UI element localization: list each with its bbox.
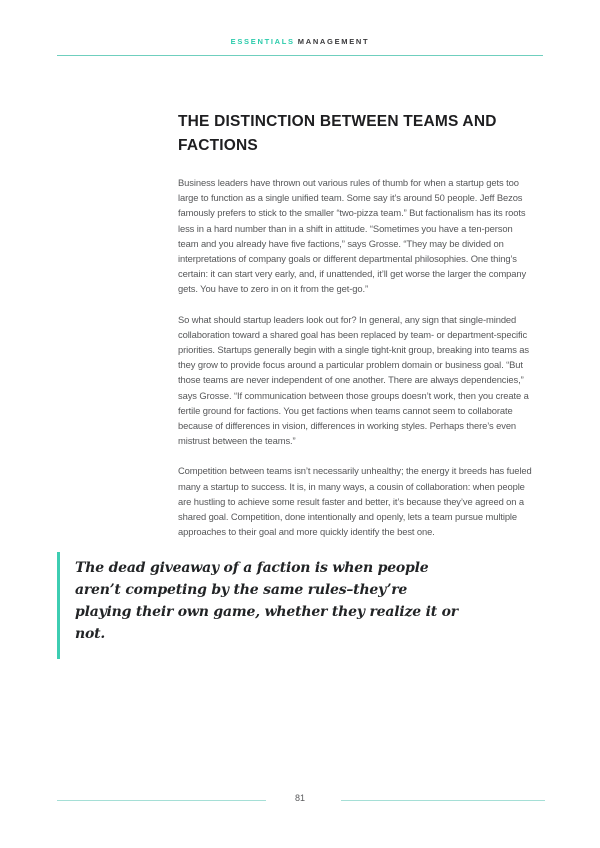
section-label: MANAGEMENT [297, 37, 370, 46]
body-paragraph-1: Business leaders have thrown out various rules of thumb for when a startup gets too large to function as a single unified team. Some say it’s around 50 people. Jeff Bezos famously prefers to stick to the smaller “two-pizza team.” But factionalism has its roots less in a hard number than in a shift in attitude. “Sometimes you have a ten-person team and you already have five factions,” says Grosse. “They may be divided on interpretations of company goals or different departmental philosophies. One thing’s certain: it can start very early, and, if unattended, it’ll get worse the larger the company gets. You have to zero in on it from the get-go.” [178, 177, 527, 295]
body-paragraph-3: Competition between teams isn’t necessarily unhealthy; the energy it breeds has fueled many a startup to success. It is, in many ways, a cousin of collaboration: when people are hustling to achieve some result faster and better, it’s because they’ve agreed on a shared goal. Competition, done intentionally and openly, lets a team pursue multiple approaches to their goal and more quickly identify the best one. [178, 465, 532, 538]
page-number: 81 [294, 793, 305, 803]
pull-quote [57, 552, 467, 659]
brand-label: ESSENTIALS [230, 37, 295, 46]
footer-rule-right [341, 800, 545, 801]
pull-quote-text: The dead giveaway of a faction is when people aren’t competing by the same rules–they’re playing their own game, whether they realize it or not. [75, 560, 458, 642]
page-header [0, 37, 600, 46]
body-paragraph-2: So what should startup leaders look out for? In general, any sign that single-minded collaboration toward a shared goal has been replaced by team- or department-specific priorities. Startups generally begin with a single tight-knit group, breaking into teams as they grow to provide focus around a particular problem domain or business goal. “But those teams are never independent of one another. There are always dependencies,” says Grosse. “If communication between those groups doesn’t work, then you create a fertile ground for factions. You get factions when teams cannot seem to collaborate because of differences in vision, differences in working styles. Perhaps there’s even mistrust between the teams.” [178, 313, 529, 447]
article-title: THE DISTINCTION BETWEEN TEAMS AND FACTIONS [178, 113, 497, 154]
header-rule [57, 55, 543, 56]
article-body [178, 110, 534, 554]
